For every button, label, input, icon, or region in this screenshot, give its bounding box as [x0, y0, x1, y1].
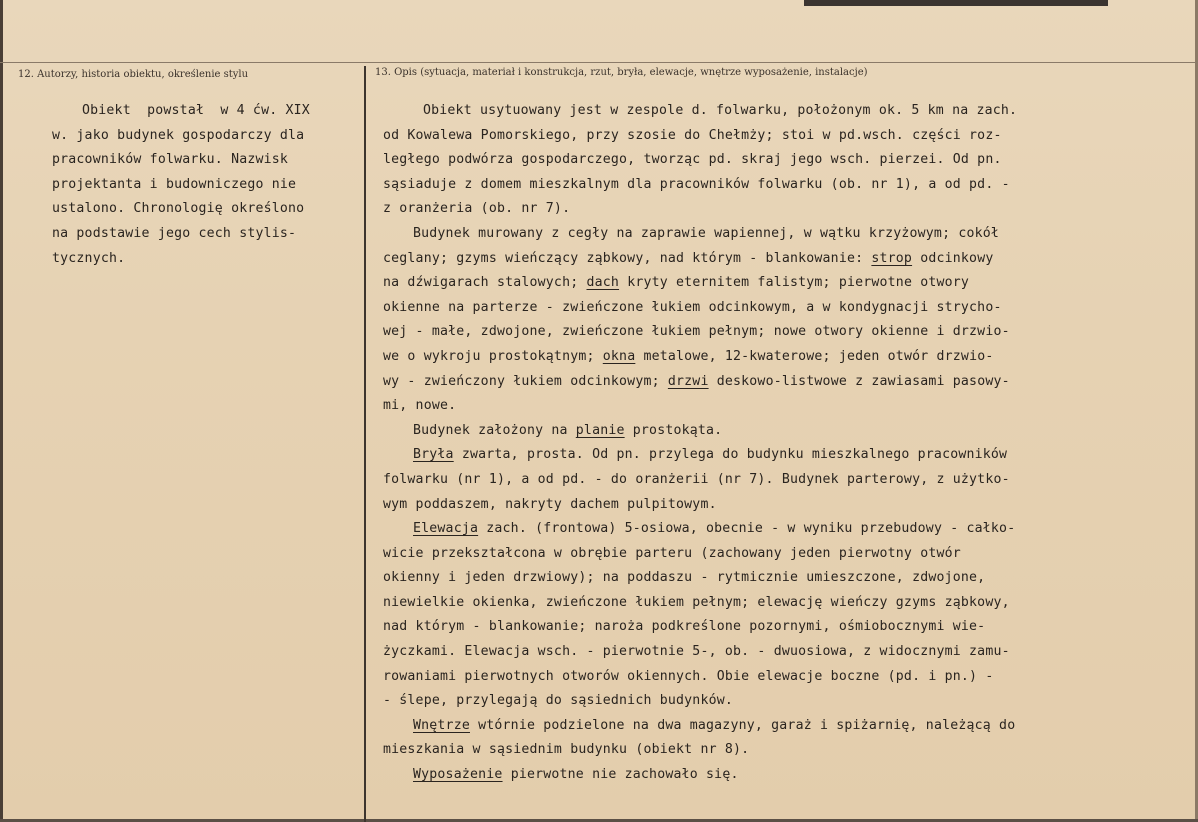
text-run: prostokąta. [632, 422, 723, 438]
term-planie: planie [575, 422, 625, 438]
term-wnetrze: Wnętrze [413, 717, 470, 733]
text-run: pierwotne nie zachowało się. [510, 767, 739, 783]
s13-line: - ślepe, przylegają do sąsiednich budynków. [383, 693, 734, 709]
text-run: kryty eternitem falistym; pierwotne otwory [627, 275, 970, 291]
text-run: metalowe, 12-kwaterowe; jeden otwór drzwio- [643, 348, 994, 364]
text-run: we o wykroju prostokątnym; [383, 348, 595, 364]
s13-line: wej - małe, zdwojone, zwieńczone łukiem pełnym; nowe otwory okienne i drzwio- [383, 324, 1010, 340]
term-dach: dach [586, 275, 620, 291]
s13-line: z oranżeria (ob. nr 7). [383, 201, 571, 217]
text-run: na dźwigarach stalowych; [383, 275, 579, 291]
section-12-header: 12. Autorzy, historia obiektu, określenie stylu [18, 69, 249, 80]
card-left-edge [0, 0, 3, 822]
top-tab-mark [804, 0, 1108, 6]
text-run: wy - zwieńczony łukiem odcinkowym; [383, 373, 660, 389]
s13-line [383, 443, 1145, 468]
section-13-header: 13. Opis (sytuacja, materiał i konstrukcja, rzut, bryła, elewacje, wnętrze wyposażenie, instalacje) [375, 67, 868, 78]
s13-line: rowaniami pierwotnych otworów okiennych. Obie elewacje boczne (pd. i pn.) - [383, 668, 994, 684]
text-run: deskowo-listwowe z zawiasami pasowy- [716, 373, 1010, 389]
top-rule [0, 62, 1198, 63]
text-run: ceglany; gzyms wieńczący ząbkowy, nad którym - blankowanie: [383, 250, 864, 266]
s13-line: folwarku (nr 1), a od pd. - do oranżerii (nr 7). Budynek parterowy, z użytko- [383, 471, 1010, 487]
s12-line: Obiekt powstał w 4 ćw. XIX [82, 103, 310, 118]
s13-line: wicie przekształcona w obrębie parteru (zachowany jeden pierwotny otwór [383, 545, 961, 561]
s13-line: niewielkie okienka, zwieńczone łukiem pełnym; elewację wieńczy gzyms ząbkowy, [383, 594, 1010, 610]
s12-line: tycznych. [52, 250, 126, 266]
s13-line [383, 517, 1145, 542]
s13-line: życzkami. Elewacja wsch. - pierwotnie 5-, ob. - dwuosiowa, z widocznymi zamu- [383, 644, 1010, 660]
s13-line: ległego podwórza gospodarczego, tworząc pd. skraj jego wsch. pierzei. Od pn. [383, 152, 1002, 168]
s13-line: wym poddaszem, nakryty dachem pulpitowym. [383, 496, 717, 512]
section-13-text [383, 99, 1145, 788]
s13-line: od Kowalewa Pomorskiego, przy szosie do Chełmży; stoi w pd.wsch. części roz- [383, 127, 1002, 143]
text-run: wtórnie podzielone na dwa magazyny, garaż i spiżarnię, należącą do [478, 717, 1016, 733]
text-run: zwarta, prosta. Od pn. przylega do budynku mieszkalnego pracowników [461, 447, 1008, 463]
s13-line [383, 714, 1145, 739]
s13-line: mi, nowe. [383, 398, 457, 414]
s12-line: projektanta i budowniczego nie [52, 176, 297, 192]
text-run: zach. (frontowa) 5-osiowa, obecnie - w wyniku przebudowy - całko- [486, 521, 1016, 537]
term-drzwi: drzwi [667, 373, 709, 389]
s13-line: sąsiaduje z domem mieszkalnym dla pracowników folwarku (ob. nr 1), a od pd. - [383, 176, 1010, 192]
text-run: Budynek założony na [413, 422, 568, 438]
s13-line: Obiekt usytuowany jest w zespole d. folwarku, położonym ok. 5 km na zach. [423, 103, 1018, 118]
term-elewacja: Elewacja [413, 521, 479, 537]
s13-line [383, 271, 1145, 296]
s13-line [383, 247, 1145, 272]
term-wyposazenie: Wyposażenie [413, 767, 503, 783]
s13-line: nad którym - blankowanie; naroża podkreślone pozornymi, ośmiobocznymi wie- [383, 619, 986, 635]
s13-line [383, 419, 1145, 444]
column-divider [364, 66, 366, 822]
s13-line [383, 370, 1145, 395]
term-strop: strop [871, 250, 913, 266]
s12-line: w. jako budynek gospodarczy dla [52, 127, 305, 143]
text-run: odcinkowy [920, 250, 994, 266]
s13-line: Budynek murowany z cegły na zaprawie wapiennej, w wątku krzyżowym; cokół [413, 225, 1000, 241]
section-12-text [52, 99, 358, 271]
term-bryla: Bryła [413, 447, 454, 463]
s12-line: pracowników folwarku. Nazwisk [52, 152, 289, 168]
term-okna: okna [602, 348, 636, 364]
s12-line: na podstawie jego cech stylis- [52, 225, 297, 241]
s13-line: mieszkania w sąsiednim budynku (obiekt nr 8). [383, 742, 750, 758]
s13-line [383, 345, 1145, 370]
s12-line: ustalono. Chronologię określono [52, 201, 305, 217]
s13-line [383, 763, 1145, 788]
s13-line: okienne na parterze - zwieńczone łukiem odcinkowym, a w kondygnacji strycho- [383, 299, 1002, 315]
s13-line: okienny i jeden drzwiowy); na poddaszu - rytmicznie umieszczone, zdwojone, [383, 570, 986, 586]
